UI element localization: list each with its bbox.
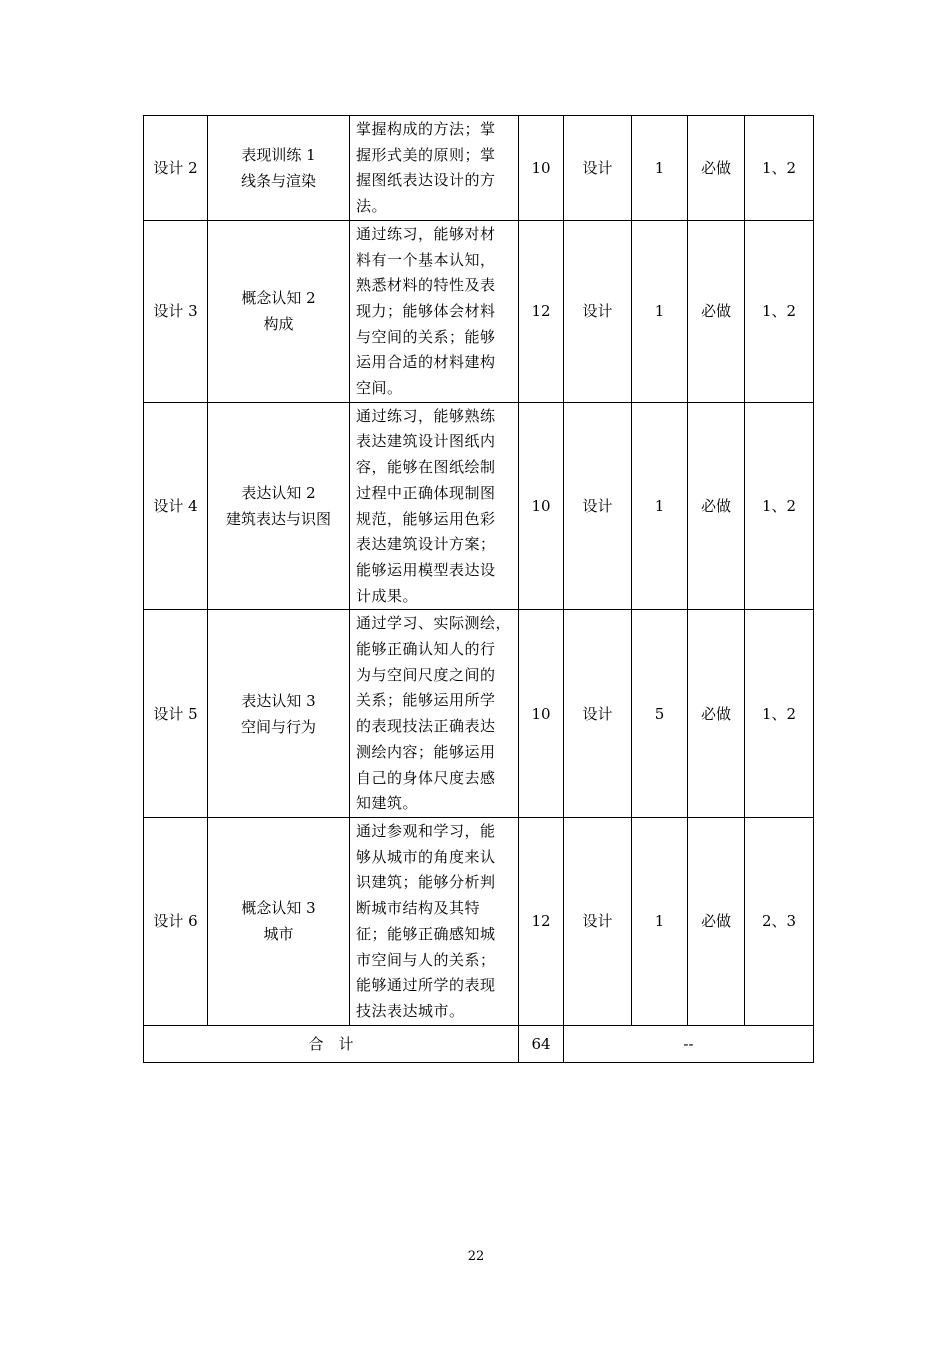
requirement-line: 通过练习，能够熟练 bbox=[356, 406, 496, 425]
requirement-cell bbox=[350, 116, 519, 221]
requirement-line: 规范，能够运用色彩 bbox=[356, 509, 496, 528]
objectives-cell: 1、2 bbox=[745, 610, 814, 818]
experiment-id-cell: 设计 6 bbox=[144, 817, 208, 1025]
requirement-line: 识建筑；能够分析判 bbox=[356, 873, 496, 892]
requirement-line: 的表现技法正确表达 bbox=[356, 717, 496, 736]
hours-cell: 10 bbox=[519, 402, 564, 610]
title-line: 表现训练 1 bbox=[241, 145, 316, 164]
requirement-cell bbox=[350, 402, 519, 610]
group-size-cell: 1 bbox=[632, 116, 688, 221]
requirement-line: 为与空间尺度之间的 bbox=[356, 665, 496, 684]
requirement-line: 计成果。 bbox=[356, 586, 419, 605]
experiment-title-cell bbox=[208, 817, 350, 1025]
requirement-line: 关系；能够运用所学 bbox=[356, 691, 496, 710]
requirement-line: 断城市结构及其特 bbox=[356, 899, 481, 918]
type-cell: 设计 bbox=[564, 817, 632, 1025]
requirement-cell bbox=[350, 610, 519, 818]
requirement-line: 测绘内容；能够运用 bbox=[356, 742, 496, 761]
requirement-line: 空间。 bbox=[356, 379, 403, 398]
title-line: 构成 bbox=[263, 315, 294, 334]
requirement-line: 握形式美的原则；掌 bbox=[356, 145, 496, 164]
group-size-cell: 1 bbox=[632, 402, 688, 610]
mandatory-cell: 必做 bbox=[688, 116, 745, 221]
type-cell: 设计 bbox=[564, 220, 632, 402]
title-line: 概念认知 2 bbox=[241, 289, 316, 308]
requirement-line: 知建筑。 bbox=[356, 794, 419, 813]
table-row bbox=[144, 220, 814, 402]
hours-cell: 10 bbox=[519, 610, 564, 818]
title-line: 表达认知 3 bbox=[241, 691, 316, 710]
requirement-line: 熟悉材料的特性及表 bbox=[356, 276, 496, 295]
requirement-line: 运用合适的材料建构 bbox=[356, 353, 496, 372]
experiment-title-cell bbox=[208, 220, 350, 402]
hours-cell: 12 bbox=[519, 817, 564, 1025]
requirement-line: 技法表达城市。 bbox=[356, 1001, 465, 1020]
objectives-cell: 1、2 bbox=[745, 220, 814, 402]
requirement-line: 表达建筑设计图纸内 bbox=[356, 432, 496, 451]
total-rest-cell: -- bbox=[564, 1025, 814, 1062]
table-body bbox=[144, 116, 814, 1063]
requirement-line: 握图纸表达设计的方 bbox=[356, 171, 496, 190]
title-line: 线条与渲染 bbox=[240, 171, 316, 190]
hours-cell: 12 bbox=[519, 220, 564, 402]
requirement-line: 现力；能够体会材料 bbox=[356, 301, 496, 320]
hours-cell: 10 bbox=[519, 116, 564, 221]
experiment-id-cell: 设计 2 bbox=[144, 116, 208, 221]
requirement-line: 市空间与人的关系； bbox=[356, 950, 496, 969]
requirement-line: 容，能够在图纸绘制 bbox=[356, 458, 496, 477]
experiment-id-cell: 设计 5 bbox=[144, 610, 208, 818]
total-hours-cell: 64 bbox=[519, 1025, 564, 1062]
table-row bbox=[144, 402, 814, 610]
table-row bbox=[144, 817, 814, 1025]
experiment-id-cell: 设计 4 bbox=[144, 402, 208, 610]
total-label-cell: 合 计 bbox=[144, 1025, 519, 1062]
group-size-cell: 1 bbox=[632, 220, 688, 402]
objectives-cell: 1、2 bbox=[745, 402, 814, 610]
table-row bbox=[144, 610, 814, 818]
requirement-line: 自己的身体尺度去感 bbox=[356, 768, 496, 787]
requirement-cell bbox=[350, 220, 519, 402]
requirement-line: 征；能够正确感知城 bbox=[356, 924, 496, 943]
group-size-cell: 1 bbox=[632, 817, 688, 1025]
experiment-title-cell bbox=[208, 610, 350, 818]
requirement-line: 够从城市的角度来认 bbox=[356, 847, 496, 866]
requirement-line: 能够运用模型表达设 bbox=[356, 560, 496, 579]
type-cell: 设计 bbox=[564, 116, 632, 221]
requirement-line: 掌握构成的方法；掌 bbox=[356, 120, 496, 138]
page-number: 22 bbox=[467, 1249, 485, 1264]
total-row bbox=[144, 1025, 814, 1062]
mandatory-cell: 必做 bbox=[688, 817, 745, 1025]
requirement-line: 过程中正确体现制图 bbox=[356, 483, 496, 502]
requirement-line: 通过练习，能够对材 bbox=[356, 224, 496, 243]
objectives-cell: 2、3 bbox=[745, 817, 814, 1025]
group-size-cell: 5 bbox=[632, 610, 688, 818]
mandatory-cell: 必做 bbox=[688, 220, 745, 402]
experiment-table bbox=[143, 115, 814, 1063]
title-line: 概念认知 3 bbox=[241, 899, 316, 918]
mandatory-cell: 必做 bbox=[688, 610, 745, 818]
requirement-line: 与空间的关系；能够 bbox=[356, 327, 496, 346]
experiment-title-cell bbox=[208, 402, 350, 610]
requirement-line: 表达建筑设计方案； bbox=[356, 535, 496, 554]
requirement-line: 能够正确认知人的行 bbox=[356, 640, 496, 659]
requirement-line: 能够通过所学的表现 bbox=[356, 976, 496, 995]
title-line: 空间与行为 bbox=[240, 717, 316, 736]
experiment-id-cell: 设计 3 bbox=[144, 220, 208, 402]
objectives-cell: 1、2 bbox=[745, 116, 814, 221]
requirement-line: 法。 bbox=[356, 197, 388, 216]
title-line: 城市 bbox=[263, 925, 294, 944]
mandatory-cell: 必做 bbox=[688, 402, 745, 610]
requirement-line: 通过参观和学习，能 bbox=[356, 821, 496, 840]
requirement-line: 料有一个基本认知， bbox=[356, 250, 496, 269]
experiment-title-cell bbox=[208, 116, 350, 221]
requirement-line: 通过学习、实际测绘， bbox=[356, 614, 512, 633]
type-cell: 设计 bbox=[564, 610, 632, 818]
requirement-cell bbox=[350, 817, 519, 1025]
table-row bbox=[144, 116, 814, 221]
type-cell: 设计 bbox=[564, 402, 632, 610]
title-line: 表达认知 2 bbox=[241, 484, 316, 503]
title-line: 建筑表达与识图 bbox=[225, 510, 331, 529]
